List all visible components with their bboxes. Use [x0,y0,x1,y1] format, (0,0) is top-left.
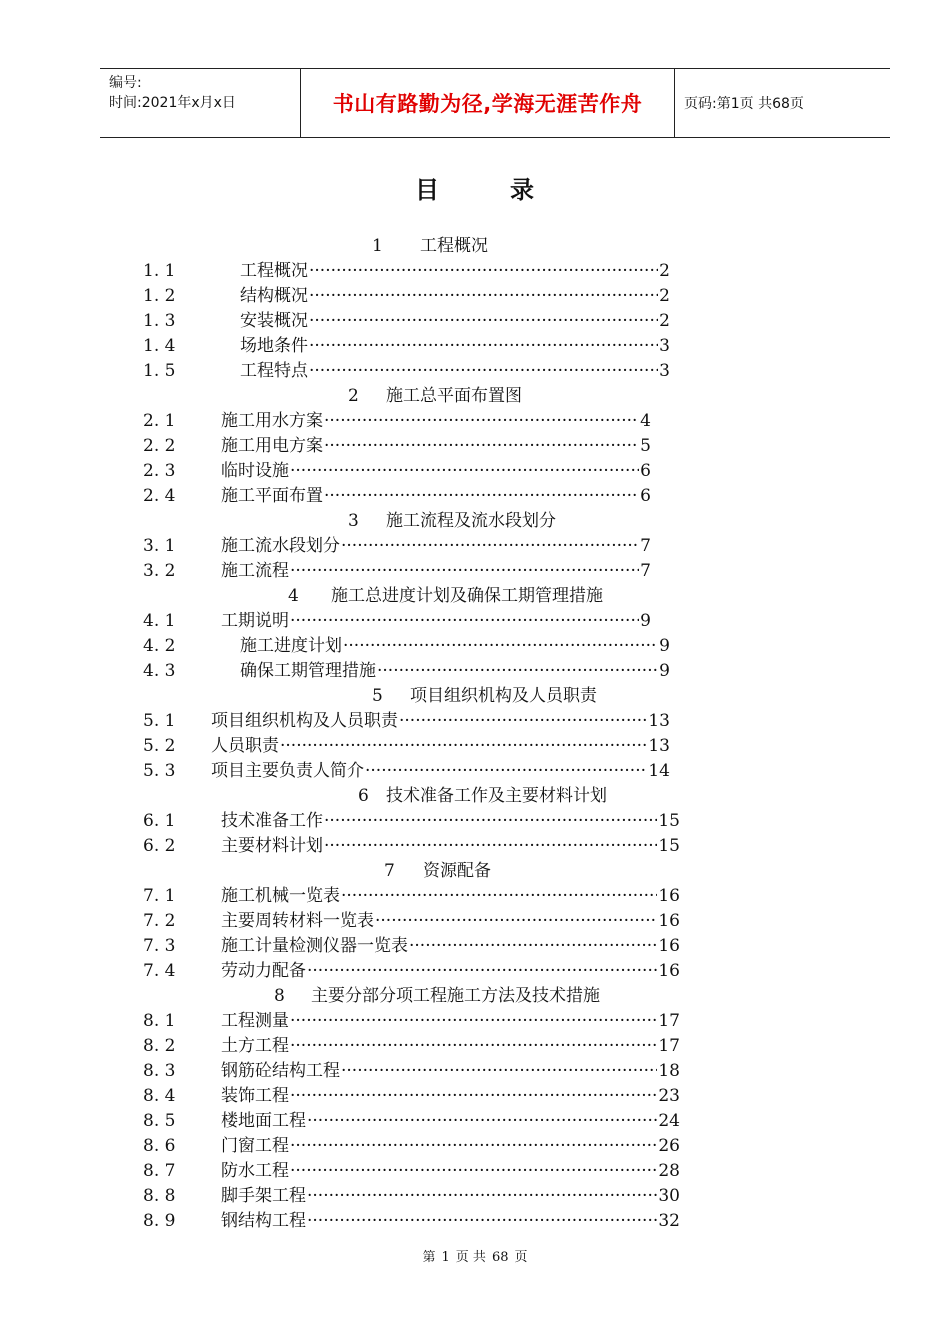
entry-number: 8. 7 [143,1161,176,1181]
entry-title: 钢筋砼结构工程 [221,1061,340,1081]
entry-title: 施工计量检测仪器一览表 [221,936,408,956]
section-number: 5 [372,686,383,706]
entry-page: 15 [658,836,680,856]
toc-section-6[interactable] [0,784,950,809]
entry-page: 6 [640,486,651,506]
section-number: 3 [348,511,359,531]
entry-page: 9 [659,636,670,656]
entry-title: 施工用电方案 [221,436,323,456]
entry-page: 2 [659,261,670,281]
entry-number: 4. 2 [143,636,176,656]
section-title: 施工总进度计划及确保工期管理措施 [331,586,603,606]
dot-leader [290,1009,657,1034]
entry-title: 土方工程 [221,1036,289,1056]
dot-leader [309,309,658,334]
entry-title: 主要材料计划 [221,836,323,856]
entry-page: 2 [659,311,670,331]
dot-leader [409,934,657,959]
page-header [100,68,890,138]
entry-title: 工程测量 [221,1011,289,1031]
entry-title: 安装概况 [240,311,308,331]
toc-section-5[interactable] [0,684,950,709]
entry-number: 2. 2 [143,436,176,456]
section-number: 8 [274,986,285,1006]
entry-title: 施工流程 [221,561,289,581]
entry-number: 2. 4 [143,486,176,506]
dot-leader [324,809,657,834]
entry-page: 14 [648,761,670,781]
entry-page: 16 [658,911,680,931]
entry-number: 5. 2 [143,736,176,756]
entry-title: 工程概况 [240,261,308,281]
dot-leader [309,259,658,284]
entry-number: 1. 4 [143,336,176,356]
header-motto-cell [301,69,675,137]
section-number: 6 [358,786,369,806]
dot-leader [399,709,647,734]
dot-leader [307,1184,657,1209]
entry-title: 场地条件 [240,336,308,356]
toc-section-4[interactable] [0,584,950,609]
section-title: 施工流程及流水段划分 [386,511,556,531]
entry-title: 临时设施 [221,461,289,481]
section-number: 7 [384,861,395,881]
entry-title: 工程特点 [240,361,308,381]
entry-title: 结构概况 [240,286,308,306]
entry-page: 13 [648,736,670,756]
entry-number: 8. 9 [143,1211,176,1231]
entry-number: 2. 1 [143,411,176,431]
title-char-2: 录 [510,176,535,204]
title-char-1: 目 [415,176,440,204]
entry-number: 1. 5 [143,361,176,381]
entry-number: 8. 3 [143,1061,176,1081]
motto-text: 书山有路勤为径,学海无涯苦作舟 [332,92,643,116]
entry-title: 人员职责 [211,736,279,756]
entry-title: 施工机械一览表 [221,886,340,906]
dot-leader [341,534,639,559]
dot-leader [290,559,639,584]
entry-title: 施工用水方案 [221,411,323,431]
dot-leader [309,334,658,359]
entry-title: 确保工期管理措施 [240,661,376,681]
entry-page: 16 [658,886,680,906]
dot-leader [307,1109,657,1134]
entry-number: 8. 4 [143,1086,176,1106]
entry-page: 13 [648,711,670,731]
entry-number: 5. 3 [143,761,176,781]
entry-title: 钢结构工程 [221,1211,306,1231]
dot-leader [365,759,647,784]
entry-page: 3 [659,361,670,381]
section-title: 施工总平面布置图 [386,386,522,406]
header-page-cell [675,69,890,137]
entry-title: 劳动力配备 [221,961,306,981]
dot-leader [290,1159,657,1184]
entry-title: 项目主要负责人简介 [211,761,364,781]
dot-leader [343,634,658,659]
entry-title: 门窗工程 [221,1136,289,1156]
entry-page: 16 [658,936,680,956]
entry-number: 3. 1 [143,536,176,556]
entry-number: 8. 1 [143,1011,176,1031]
entry-page: 7 [640,536,651,556]
section-title: 项目组织机构及人员职责 [410,686,597,706]
section-number: 1 [372,236,383,256]
entry-title: 技术准备工作 [221,811,323,831]
toc-section-8[interactable] [0,984,950,1009]
dot-leader [324,409,639,434]
section-title: 资源配备 [423,861,491,881]
section-title: 主要分部分项工程施工方法及技术措施 [311,986,600,1006]
entry-page: 15 [658,811,680,831]
section-number: 4 [288,586,299,606]
entry-title: 施工流水段划分 [221,536,340,556]
entry-number: 7. 3 [143,936,176,956]
footer-total-pages: 68 [491,1250,509,1265]
entry-title: 楼地面工程 [221,1111,306,1131]
entry-title: 工期说明 [221,611,289,631]
entry-page: 6 [640,461,651,481]
entry-page: 26 [658,1136,680,1156]
entry-title: 主要周转材料一览表 [221,911,374,931]
entry-page: 17 [658,1011,680,1031]
entry-title: 项目组织机构及人员职责 [211,711,398,731]
section-number: 2 [348,386,359,406]
entry-number: 6. 2 [143,836,176,856]
entry-number: 1. 3 [143,311,176,331]
dot-leader [307,959,657,984]
entry-page: 23 [658,1086,680,1106]
entry-title: 脚手架工程 [221,1186,306,1206]
entry-number: 7. 1 [143,886,176,906]
entry-page: 17 [658,1036,680,1056]
entry-number: 5. 1 [143,711,176,731]
dot-leader [290,1034,657,1059]
entry-number: 3. 2 [143,561,176,581]
toc-section-3[interactable] [0,509,950,534]
dot-leader [324,484,639,509]
serial-label: 编号: [109,75,142,91]
page-title [0,170,950,205]
toc-section-2[interactable] [0,384,950,409]
section-title: 技术准备工作及主要材料计划 [386,786,607,806]
page-footer [0,1246,950,1265]
footer-prefix: 第 [422,1250,436,1265]
toc-section-1[interactable] [0,234,950,259]
entry-page: 2 [659,286,670,306]
entry-number: 2. 3 [143,461,176,481]
entry-title: 防水工程 [221,1161,289,1181]
dot-leader [341,1059,657,1084]
footer-page-number: 1 [441,1250,450,1265]
dot-leader [377,659,658,684]
entry-page: 9 [640,611,651,631]
dot-leader [309,359,658,384]
dot-leader [324,434,639,459]
entry-number: 7. 4 [143,961,176,981]
entry-number: 8. 8 [143,1186,176,1206]
entry-number: 4. 1 [143,611,176,631]
entry-title: 施工平面布置 [221,486,323,506]
dot-leader [290,1084,657,1109]
dot-leader [309,284,658,309]
page-code: 页码:第1页 共68页 [684,96,804,112]
dot-leader [341,884,657,909]
entry-title: 施工进度计划 [240,636,342,656]
entry-number: 6. 1 [143,811,176,831]
dot-leader [290,609,639,634]
entry-title: 装饰工程 [221,1086,289,1106]
entry-page: 3 [659,336,670,356]
entry-number: 7. 2 [143,911,176,931]
entry-page: 30 [658,1186,680,1206]
entry-number: 8. 6 [143,1136,176,1156]
entry-number: 1. 1 [143,261,176,281]
entry-number: 8. 5 [143,1111,176,1131]
entry-page: 4 [640,411,651,431]
entry-number: 4. 3 [143,661,176,681]
entry-page: 5 [640,436,651,456]
header-left-cell [100,69,301,137]
toc-section-7[interactable] [0,859,950,884]
entry-page: 24 [658,1111,680,1131]
entry-number: 1. 2 [143,286,176,306]
dot-leader [290,1134,657,1159]
footer-mid: 页 共 [455,1250,486,1265]
dot-leader [280,734,647,759]
dot-leader [290,459,639,484]
entry-page: 32 [658,1211,680,1231]
dot-leader [375,909,657,934]
entry-page: 7 [640,561,651,581]
entry-page: 16 [658,961,680,981]
time-label: 时间:2021年x月x日 [109,95,236,111]
section-title: 工程概况 [420,236,488,256]
dot-leader [307,1209,657,1234]
entry-page: 18 [658,1061,680,1081]
dot-leader [324,834,657,859]
footer-suffix: 页 [514,1250,528,1265]
entry-page: 9 [659,661,670,681]
entry-page: 28 [658,1161,680,1181]
entry-number: 8. 2 [143,1036,176,1056]
